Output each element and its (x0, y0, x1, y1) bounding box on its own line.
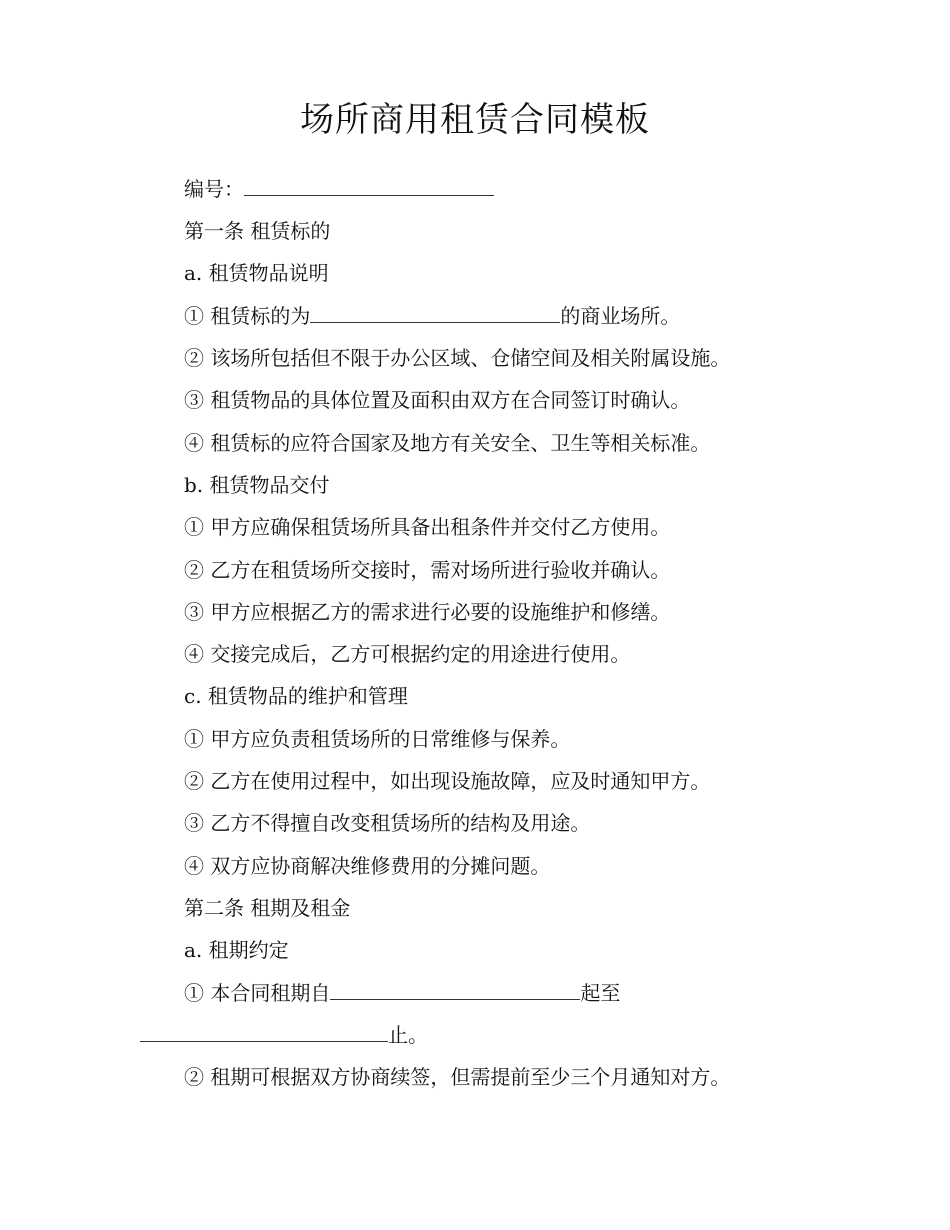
clause-a2: ② 该场所包括但不限于办公区域、仓储空间及相关附属设施。 (184, 346, 731, 370)
clause-b4: ④ 交接完成后，乙方可根据约定的用途进行使用。 (184, 642, 631, 666)
clause-a1 (184, 302, 680, 330)
lease-start-blank[interactable] (330, 979, 580, 1000)
clause-a1-suffix: 的商业场所。 (560, 304, 681, 328)
clause-b1: ① 甲方应确保租赁场所具备出租条件并交付乙方使用。 (184, 515, 671, 539)
clause-c4: ④ 双方应协商解决维修费用的分摊问题。 (184, 854, 551, 878)
clause-a3: ③ 租赁物品的具体位置及面积由双方在合同签订时确认。 (184, 388, 691, 412)
number-label: 编号： (184, 177, 244, 201)
article-1-heading: 第一条 租赁标的 (184, 219, 331, 243)
section-a-heading: a. 租赁物品说明 (184, 261, 329, 285)
clause-a4: ④ 租赁标的应符合国家及地方有关安全、卫生等相关标准。 (184, 431, 711, 455)
article-2-heading: 第二条 租期及租金 (184, 896, 351, 920)
clause-c3: ③ 乙方不得擅自改变租赁场所的结构及用途。 (184, 811, 591, 835)
section-c-heading: c. 租赁物品的维护和管理 (184, 684, 408, 708)
contract-number-blank[interactable] (244, 175, 494, 196)
clause-c1: ① 甲方应负责租赁场所的日常维修与保养。 (184, 727, 571, 751)
clause-b3: ③ 甲方应根据乙方的需求进行必要的设施维护和修缮。 (184, 600, 671, 624)
contract-number-line (184, 175, 494, 203)
clause-2a1 (184, 979, 620, 1007)
clause-2a2: ② 租期可根据双方协商续签，但需提前至少三个月通知对方。 (184, 1065, 731, 1089)
lease-end-blank[interactable] (140, 1021, 388, 1042)
clause-c2: ② 乙方在使用过程中，如出现设施故障，应及时通知甲方。 (184, 769, 711, 793)
clause-b2: ② 乙方在租赁场所交接时，需对场所进行验收并确认。 (184, 558, 671, 582)
document-title: 场所商用租赁合同模板 (300, 100, 650, 140)
clause-a1-prefix: ① 租赁标的为 (184, 304, 311, 328)
section-2a-heading: a. 租期约定 (184, 938, 289, 962)
section-b-heading: b. 租赁物品交付 (184, 473, 330, 497)
premises-blank[interactable] (310, 302, 560, 323)
clause-2a1-continued (140, 1021, 428, 1049)
clause-2a1-prefix: ① 本合同租期自 (184, 981, 331, 1005)
clause-2a1-suffix: 止。 (388, 1023, 428, 1047)
clause-2a1-middle: 起至 (580, 981, 621, 1005)
